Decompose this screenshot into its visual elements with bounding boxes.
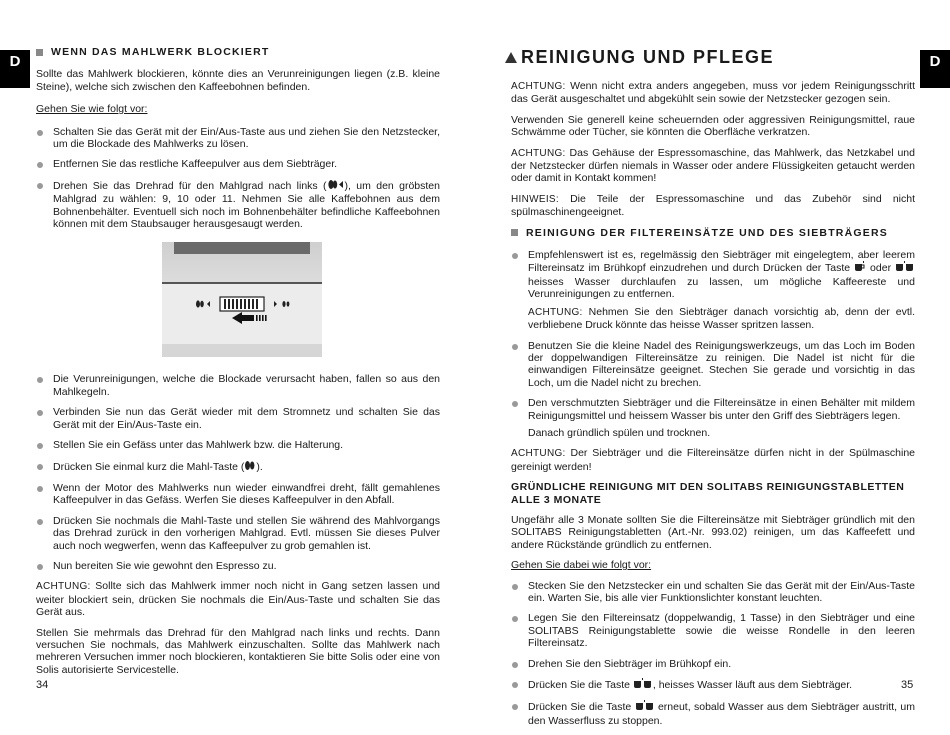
left-page	[36, 46, 440, 684]
list-item: Drücken Sie die Taste erneut, sobald Wasser aus dem Siebträger austritt, um den Wasserfluss zu stoppen.	[511, 700, 915, 727]
steps-heading: Gehen Sie wie folgt vor:	[36, 103, 148, 116]
list-item: Verbinden Sie nun das Gerät wieder mit dem Stromnetz und schalten Sie das Gerät mit der Ein/Aus-Taste ein.	[36, 406, 440, 431]
grind-button-icon	[244, 460, 256, 474]
list-item: Entfernen Sie das restliche Kaffeepulver aus dem Siebträger.	[36, 158, 440, 170]
cleaning-list	[511, 249, 915, 439]
list-item: Stecken Sie den Netzstecker ein und schalten Sie das Gerät mit der Ein/Aus-Taste ein. Warten Sie, bis alle vier Funktionslichter konstant leuchten.	[511, 580, 915, 605]
steps-heading: Gehen Sie dabei wie folgt vor:	[511, 559, 652, 572]
steps-list-2	[36, 373, 440, 572]
note-paragraph: ACHTUNG: Nehmen Sie den Siebträger danach vorsichtig ab, denn der evtl. verbliebene Druck könnte das heisse Wasser spritzen lassen.	[528, 305, 915, 332]
solitabs-steps-list	[511, 580, 915, 728]
warning-paragraph: ACHTUNG: Sollte sich das Mahlwerk immer noch nicht in Gang setzen lassen und weiter blockiert sein, drücken Sie nochmals die Ein/Aus-Taste und schalten Sie das Gerät aus.	[36, 580, 440, 619]
page-number-left: 34	[36, 679, 49, 691]
list-item: Wenn der Motor des Mahlwerks nun wieder einwandfrei dreht, fällt gemahlenes Kaffeepulver in das Gefäss. Werfen Sie dieses Kaffeepulver in den Abfall.	[36, 482, 440, 507]
list-item: Die Verunreinigungen, welche die Blockade verursacht haben, fallen so aus den Mahlkegeln.	[36, 373, 440, 398]
page-title: REINIGUNG UND PFLEGE	[505, 46, 915, 68]
list-item: Den verschmutzten Siebträger und die Filtereinsätze in einen Behälter mit mildem Reinigungsmittel und heissem Wasser bis unter den Griff des Siebträgers legen. Danach gründlich spülen und trocknen.	[511, 397, 915, 439]
grind-dial-illustration	[162, 242, 322, 357]
section-heading-blocked: WENN DAS MAHLWERK BLOCKIERT	[36, 46, 440, 58]
double-cup-icon	[633, 678, 653, 692]
grind-coarse-icon	[327, 179, 345, 193]
paragraph: ACHTUNG: Wenn nicht extra anders angegeben, muss vor jedem Reinigungsschritt das Gerät ausgeschaltet und abgekühlt sein sowie der Netzstecker gezogen sein.	[511, 80, 915, 106]
list-item: Stellen Sie ein Gefäss unter das Mahlwerk bzw. die Halterung.	[36, 439, 440, 451]
final-paragraph: Stellen Sie mehrmals das Drehrad für den Mahlgrad nach links und rechts. Dann versuchen Sie nochmals, das Mahlwerk einzuschalten. Sollte das Mahlwerk nach mehreren Versuchen immer noch blockieren, kontaktieren Sie bitte Solis oder eine von Solis autorisierte Servicestelle.	[36, 626, 440, 676]
steps-list-1	[36, 126, 440, 231]
square-bullet-icon	[36, 49, 43, 56]
note-paragraph: Danach gründlich spülen und trocknen.	[528, 426, 711, 439]
paragraph: Ungefähr alle 3 Monate sollten Sie die Filtereinsätze mit Siebträger gründlich mit den SOLITABS Reinigungstabletten (Art.-Nr. 993.02) reinigen, um das Kaffeefett und andere Rückstände gründlich zu entfernen.	[511, 513, 915, 551]
paragraph: ACHTUNG: Der Siebträger und die Filtereinsätze dürfen nicht in der Spülmaschine gereinigt werden!	[511, 447, 915, 473]
list-item: Drehen Sie den Siebträger im Brühkopf ein.	[511, 658, 915, 670]
intro-paragraph: Sollte das Mahlwerk blockieren, könnte dies an Verunreinigungen liegen (z.B. kleine Steine), welche sich zwischen den Kaffeebohnen befinden.	[36, 68, 440, 93]
language-tab-right: D	[920, 50, 950, 88]
language-tab-left: D	[0, 50, 30, 88]
square-bullet-icon	[511, 229, 518, 236]
single-cup-icon	[854, 261, 866, 275]
subsection-heading-solitabs: GRÜNDLICHE REINIGUNG MIT DEN SOLITABS REINIGUNGSTABLETTEN ALLE 3 MONATE	[511, 481, 905, 506]
list-item: Legen Sie den Filtereinsatz (doppelwandig, 1 Tasse) in den Siebträger und eine SOLITABS Reinigungstablette sowie die weisse Rondelle in den leeren Filtereinsatz.	[511, 612, 915, 649]
list-item: Empfehlenswert ist es, regelmässig den Siebträger mit eingelegtem, aber leerem Filtereinsatz im Brühkopf einzudrehen und durch Drücken der Taste oder heisses Wasser durchlaufen zu lassen, um mögliche Kaffeereste und Verunreinigungen zu entfernen. ACHTUNG: Nehmen Sie den Siebträger danach vorsichtig ab, denn der evtl. verbliebene Druck könnte das heisse Wasser spritzen lassen.	[511, 249, 915, 331]
list-item: Drücken Sie nochmals die Mahl-Taste und stellen Sie während des Mahlvorgangs das Drehrad zurück in den vorherigen Mahlgrad. Evtl. müssen Sie dieses Pulver auch noch wegwerfen, wenn das Kaffeepulver zu grob gemahlen ist.	[36, 515, 440, 552]
paragraph: ACHTUNG: Das Gehäuse der Espressomaschine, das Mahlwerk, das Netzkabel und der Netzstecker dürfen niemals in Wasser oder andere Flüssigkeiten getaucht werden oder damit in Kontakt kommen!	[511, 146, 915, 185]
triangle-icon	[505, 52, 517, 63]
paragraph: Verwenden Sie generell keine scheuernden oder aggressiven Reinigungsmittel, raue Schwämme oder Tücher, sie könnten die Oberfläche verkratzen.	[511, 113, 915, 139]
list-item: Drücken Sie einmal kurz die Mahl-Taste ( ).	[36, 460, 440, 474]
page-number-right: 35	[901, 679, 914, 691]
double-cup-icon	[895, 261, 915, 275]
right-page	[511, 46, 915, 735]
list-item: Schalten Sie das Gerät mit der Ein/Aus-Taste aus und ziehen Sie den Netzstecker, um die Blockade des Mahlwerks zu lösen.	[36, 126, 440, 151]
list-item: Drücken Sie die Taste , heisses Wasser läuft aus dem Siebträger.	[511, 678, 915, 692]
list-item: Nun bereiten Sie wie gewohnt den Espresso zu.	[36, 560, 440, 572]
section-heading-filter: REINIGUNG DER FILTEREINSÄTZE UND DES SIEBTRÄGERS	[511, 227, 915, 239]
paragraph: HINWEIS: Die Teile der Espressomaschine und das Zubehör sind nicht spülmaschinengeeignet.	[511, 192, 915, 219]
list-item: Benutzen Sie die kleine Nadel des Reinigungswerkzeugs, um das Loch im Boden der doppelwandigen Filtereinsätze zu reinigen. Die Nadel ist nicht für die einwandigen Filtereinsätze geeignet. Stechen Sie gerade und vorsichtig in das Loch, um die Nadel nicht zu brechen.	[511, 340, 915, 390]
list-item: Drehen Sie das Drehrad für den Mahlgrad nach links ( ), um den gröbsten Mahlgrad zu wählen: 9, 10 oder 11. Nehmen Sie alle Kaffebohnen aus dem Bohnenbehälter. Eventuell sich noch im Bohnenbehälter befindliche Kaffeebohnen können mit dem Staubsauger herausgesaugt werden.	[36, 179, 440, 231]
